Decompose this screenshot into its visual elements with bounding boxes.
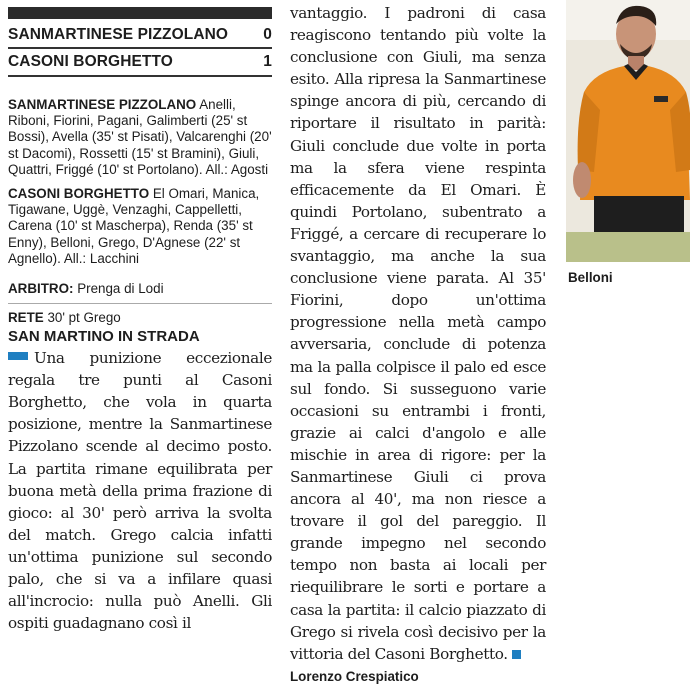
section-bar (8, 7, 272, 19)
away-team-name: CASONI BORGHETTO (8, 53, 173, 70)
referee-value: Prenga di Lodi (73, 281, 164, 297)
left-column (8, 0, 272, 634)
right-column (566, 0, 690, 285)
goals-value: 30' pt Grego (43, 310, 121, 326)
photo-caption: Belloni (568, 270, 613, 285)
article-author: Lorenzo Crespiatico (290, 668, 419, 684)
article-text-left (8, 347, 272, 634)
home-team-name: SANMARTINESE PIZZOLANO (8, 26, 229, 43)
goals-label: RETE (8, 310, 44, 326)
home-score: 0 (263, 26, 272, 43)
lead-marker (8, 352, 28, 360)
player-photo-illustration (566, 0, 690, 262)
referee-line (8, 281, 272, 304)
article-headline: SAN MARTINO IN STRADA (8, 328, 200, 346)
article-text-mid-content: vantaggio. I padroni di casa reagiscono tentando più volte la conclusione con Giuli, ma senza esito. Alla ripresa la Sanmartinese spinge ancora di più, cercando di riportare il risultato in parità: Giuli conclude due volte in porta ma la sfera viene respinta efficacemente da El Omari. È quindi Portolano, subentrato a Friggé, a cercare di recuperare lo svantaggio, ma anche la sua conclusione viene parata. Al 35' Fiorini, dopo un'ottima progressione nella metà campo avversaria, conclude di potenza ma la palla colpisce il palo ed esce sul fondo. Si susseguono varie occasioni su entrambi i fronti, grazie ai calci d'angolo e alle mischie in area di rigore: per la Sanmartinese Giuli ci prova ancora al 40', ma non riesce a trovare il gol del pareggio. Il grande impegno nel secondo tempo non basta ai locali per riequilibrare le sorti e portare a casa la partita: il calcio piazzato di Grego si rivela così decisivo per la vittoria del Casoni Borghetto. (290, 4, 546, 663)
article-text-mid (290, 2, 546, 665)
home-lineup-players: Anelli, Riboni, Fiorini, Pagani, Galimberti (25' st Bossi), Avella (35' st Pisati), Valcarenghi (20' st Dacomi), Rossetti (15' st Bramini), Giuli, Quattri, Friggé (10' st Portolano). All.: Agosti (8, 97, 272, 177)
player-photo (566, 0, 690, 262)
away-lineup-players: El Omari, Manica, Tigawane, Uggè, Venzaghi, Cappelletti, Carena (10' st Mascherpa), Renda (35' st Enny), Belloni, Grego, D'Agnese (22' st Agnello). All.: Lacchini (8, 186, 260, 266)
away-score: 1 (263, 53, 272, 70)
away-score-row (8, 52, 272, 77)
middle-column (290, 0, 546, 684)
goals-line (8, 310, 272, 326)
home-lineup (8, 97, 272, 178)
referee-label: ARBITRO: (8, 281, 74, 297)
end-marker (512, 650, 521, 659)
away-lineup-team: CASONI BORGHETTO (8, 186, 150, 202)
away-lineup (8, 186, 272, 267)
home-lineup-team: SANMARTINESE PIZZOLANO (8, 97, 197, 112)
article-text-left-content: Una punizione eccezionale regala tre punti al Casoni Borghetto, che vola in quarta posizione, mentre la Sanmartinese Pizzolano scende al decimo posto. La partita rimane equilibrata per buona metà della prima frazione di gioco: al 30' però arriva la svolta del match. Grego calcia infatti un'ottima punizione sul secondo palo, che si va a infilare quasi all'incrocio: nulla può Anelli. Gli ospiti guadagnano così il (8, 349, 272, 633)
home-score-row (8, 25, 272, 49)
